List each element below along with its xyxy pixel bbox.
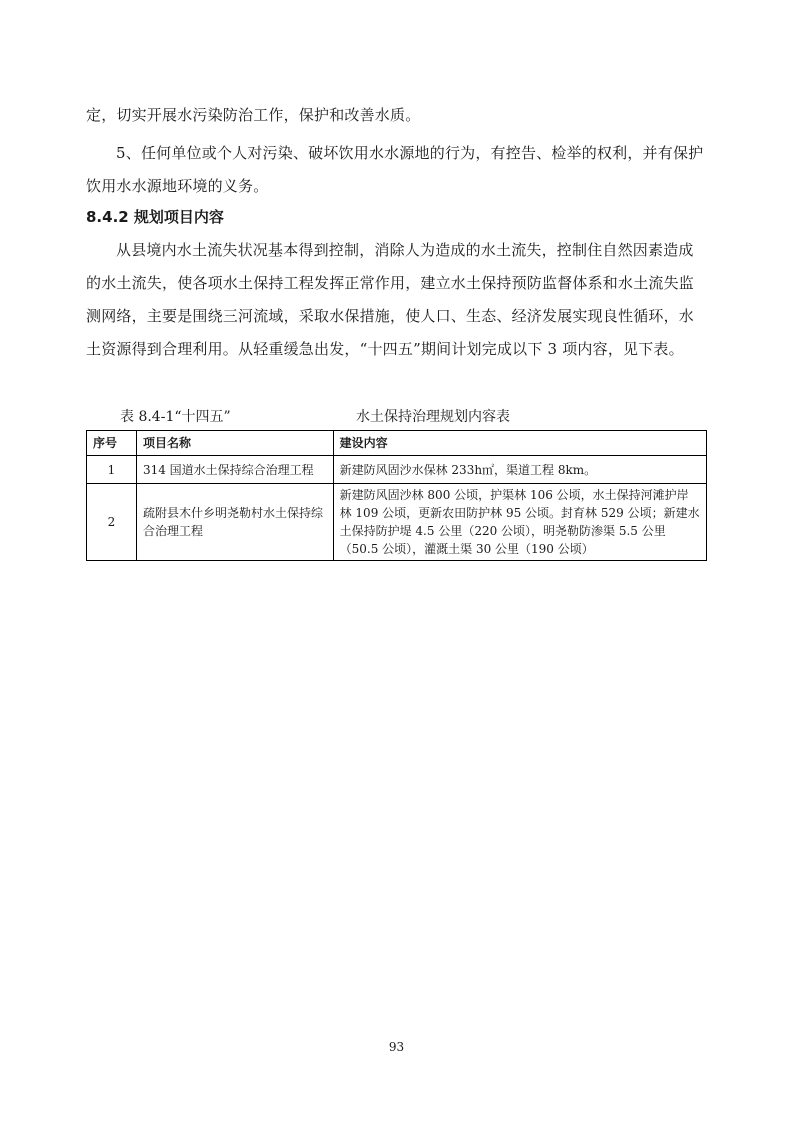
table-caption [86,406,708,428]
paragraph-plan-content: 从县境内水土流失状况基本得到控制，消除人为造成的水土流失，控制住自然因素造成的水土流失，使各项水土保持工程发挥正常作用，建立水土保持预防监督体系和水土流失监测网络，主要是围绕三河流域，采取水保措施，使人口、生态、经济发展实现良性循环，水土资源得到合理利用。从轻重缓急出发，“十四五”期间计划完成以下 3 项内容，见下表。 [86,241,695,358]
table-row [87,484,707,561]
table-caption-title: 水土保持治理规划内容表 [356,409,510,425]
header-project-name: 项目名称 [136,431,333,456]
section-heading: 8.4.2 规划项目内容 [86,208,224,226]
header-index: 序号 [87,431,137,456]
cell-index: 1 [87,456,137,484]
cell-project-name: 疏附县木什乡明尧勒村水土保持综合治理工程 [136,484,333,561]
cell-content: 新建防风固沙林 800 公顷，护渠林 106 公顷，水土保持河滩护岸林 109 公顷，更新农田防护林 95 公顷。封育林 529 公顷；新建水土保持防护堤 4.5 公里（220 公顷），明尧勒防渗渠 5.5 公里（50.5 公顷），灌溉土渠 30 公里（190 公顷） [333,484,706,561]
plan-table [86,430,707,561]
paragraph-water-quality: 定，切实开展水污染防治工作，保护和改善水质。 [86,106,421,124]
table-caption-number: 表 8.4-1“十四五” [120,409,231,425]
paragraph-rights-duties: 5、任何单位或个人对污染、破坏饮用水水源地的行为，有控告、检举的权利，并有保护饮用水水源地环境的义务。 [86,144,704,195]
header-content: 建设内容 [333,431,706,456]
cell-project-name: 314 国道水土保持综合治理工程 [136,456,333,484]
cell-index: 2 [87,484,137,561]
cell-content: 新建防风固沙水保林 233h㎡，渠道工程 8km。 [333,456,706,484]
page-number: 93 [388,1040,405,1054]
table-row [87,456,707,484]
table-header-row [87,431,707,456]
